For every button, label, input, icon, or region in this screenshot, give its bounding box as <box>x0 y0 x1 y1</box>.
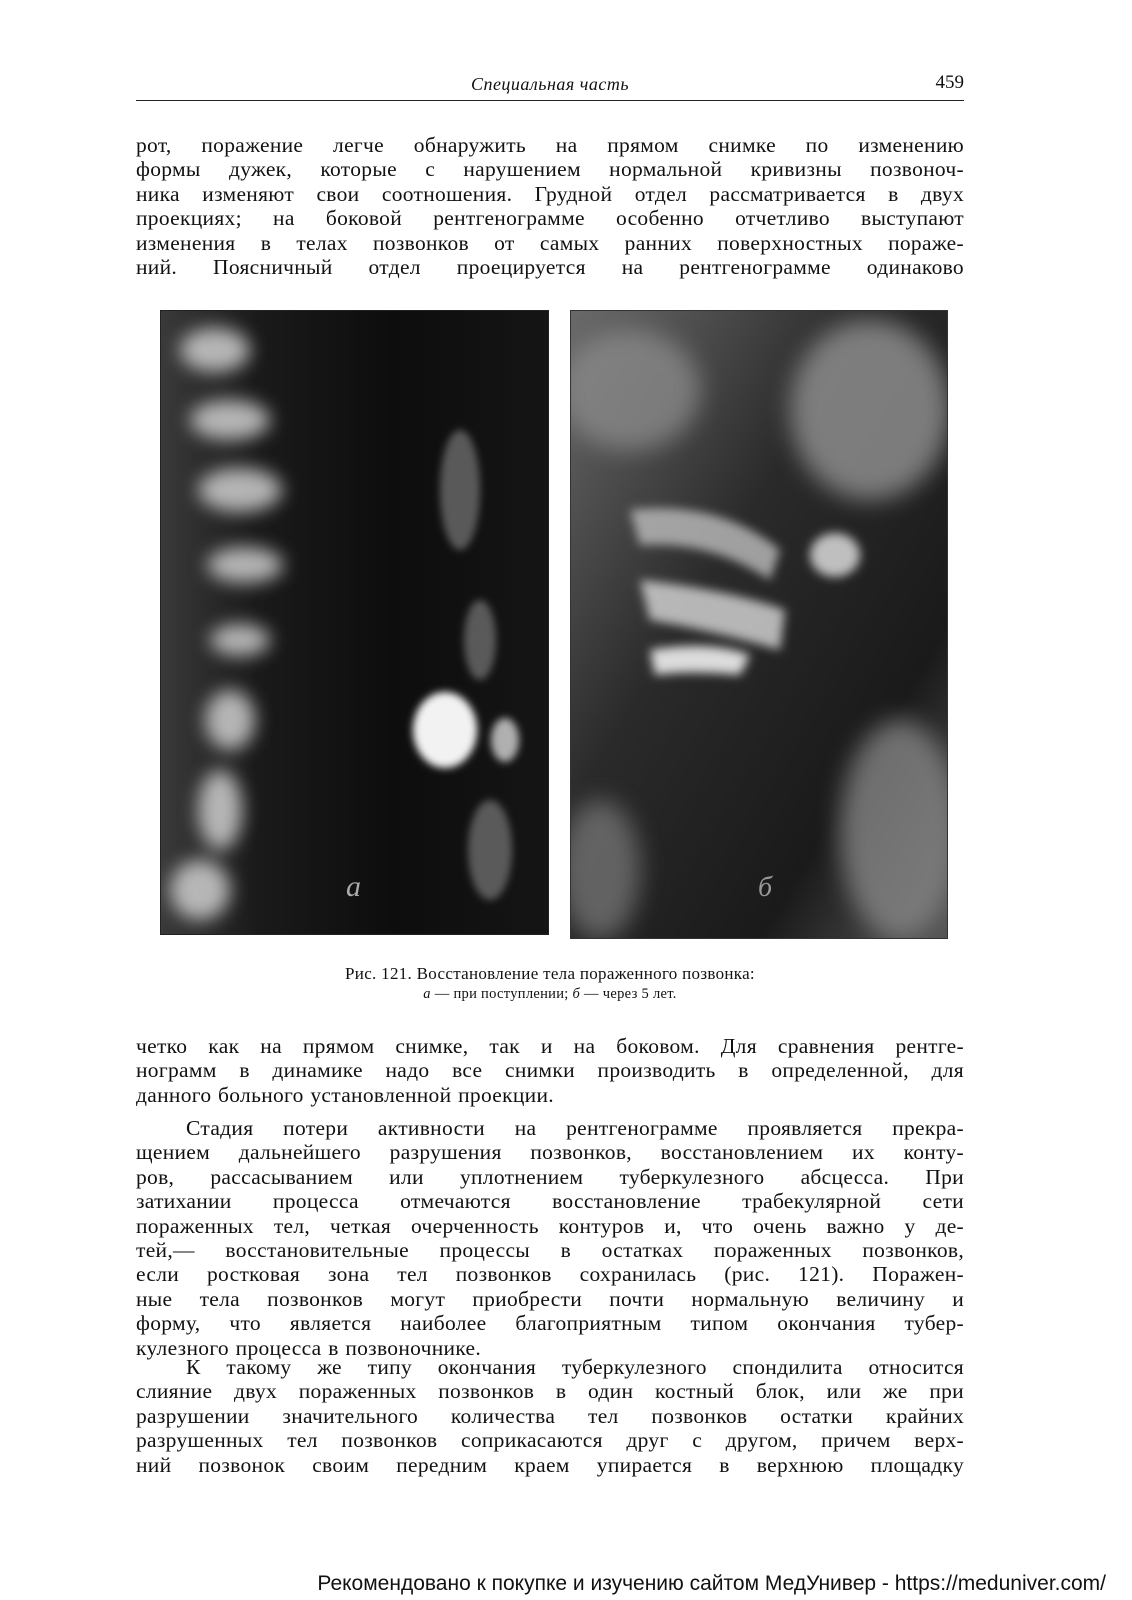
text-line: разрушенных тел позвонков соприкасаются друг с другом, причем верх- <box>136 1428 964 1453</box>
page-header <box>136 70 964 101</box>
xray-image-b <box>570 310 948 939</box>
text-line: ные тела позвонков могут приобрести почти нормальную величину и <box>136 1286 964 1311</box>
text-line: щением дальнейшего разрушения позвонков, восстановлением их конту- <box>136 1140 964 1165</box>
running-title: Специальная часть <box>470 74 630 94</box>
paragraph-3 <box>136 1116 964 1360</box>
caption-b-letter: б <box>572 986 581 1002</box>
footer-watermark[interactable]: Рекомендовано к покупке и изучению сайтом МедУнивер - https://meduniver.com/ <box>317 1572 1106 1595</box>
caption-a-text: — при поступлении; <box>430 986 573 1002</box>
text-line: изменения в телах позвонков от самых ранних поверхностных пораже- <box>136 230 964 255</box>
panel-a-label: а <box>346 870 361 903</box>
figure-caption <box>136 963 964 1005</box>
text-line: слияние двух пораженных позвонков в один костный блок, или же при <box>136 1379 964 1404</box>
text-line: К такому же типу окончания туберкулезного спондилита относится <box>186 1355 964 1379</box>
xray-a-drawing <box>160 310 549 935</box>
text-line: рот, поражение легче обнаружить на прямом снимке по изменению <box>136 133 964 157</box>
text-line: проекциях; на боковой рентгенограмме особенно отчетливо выступают <box>136 206 964 231</box>
text-line: кулезного процесса в позвоночнике. <box>136 1335 482 1360</box>
text-line: тей,— восстановительные процессы в остатках пораженных позвонков, <box>136 1238 964 1263</box>
xray-image-a <box>160 310 549 935</box>
caption-b-text: — через 5 лет. <box>580 986 677 1002</box>
caption-subtitle <box>136 984 964 1005</box>
text-line: нограмм в динамике надо все снимки производить в определенной, для <box>136 1058 964 1083</box>
text-line: четко как на прямом снимке, так и на боковом. Для сравнения рентге- <box>136 1034 964 1058</box>
text-line: ника изменяют свои соотношения. Грудной отдел рассматривается в двух <box>136 181 964 206</box>
text-line: ний позвонок своим передним краем упирается в верхнюю площадку <box>136 1452 964 1477</box>
text-line: ров, рассасыванием или уплотнением туберкулезного абсцесса. При <box>136 1164 964 1189</box>
text-line: разрушении значительного количества тел позвонков остатки крайних <box>136 1403 964 1428</box>
text-line: если ростковая зона тел позвонков сохранилась (рис. 121). Поражен- <box>136 1262 964 1287</box>
text-line: ний. Поясничный отдел проецируется на рентгенограмме одинаково <box>136 255 964 280</box>
text-line: данного больного установленной проекции. <box>136 1082 554 1107</box>
page-number: 459 <box>935 72 964 93</box>
paragraph-2 <box>136 1034 964 1107</box>
text-line: пораженных тел, четкая очерченность контуров и, что очень важно у де- <box>136 1213 964 1238</box>
paragraph-1 <box>136 133 964 279</box>
caption-title: Рис. 121. Восстановление тела пораженного позвонка: <box>345 964 755 983</box>
caption-a-letter: а <box>423 986 431 1002</box>
panel-b-label: б <box>758 872 773 903</box>
paragraph-4 <box>136 1355 964 1477</box>
text-line: Стадия потери активности на рентгенограмме проявляется прекра- <box>186 1116 964 1140</box>
xray-b-drawing <box>570 310 948 939</box>
text-line: затихании процесса отмечаются восстановление трабекулярной сети <box>136 1189 964 1214</box>
text-line: форму, что является наиболее благоприятным типом окончания тубер- <box>136 1311 964 1336</box>
text-line: формы дужек, которые с нарушением нормальной кривизны позвоноч- <box>136 157 964 182</box>
